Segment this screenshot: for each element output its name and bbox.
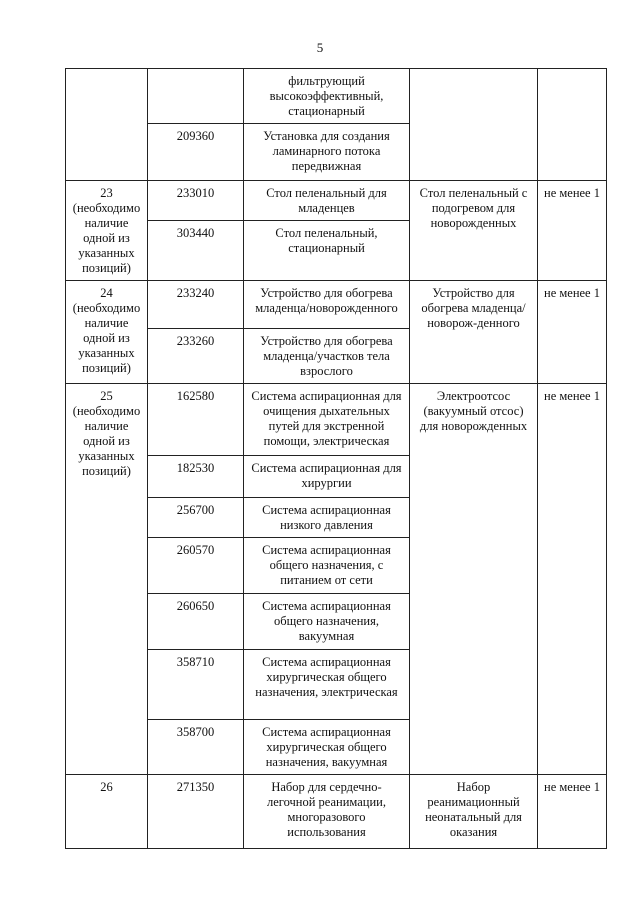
code-cell	[148, 69, 244, 124]
table-row	[66, 775, 607, 849]
code-cell: 233260	[148, 329, 244, 384]
table-row	[66, 181, 607, 221]
code-cell: 271350	[148, 775, 244, 849]
category-cell: Электроотсос (вакуумный отсос) для новорожденных	[410, 384, 538, 775]
quantity-cell: не менее 1	[538, 775, 607, 849]
code-cell: 233240	[148, 281, 244, 329]
item-number-cell: 25 (необходимо наличие одной из указанных позиций)	[66, 384, 148, 775]
code-cell: 182530	[148, 456, 244, 498]
name-cell: Система аспирационная низкого давления	[244, 498, 410, 538]
quantity-cell: не менее 1	[538, 181, 607, 281]
page-number: 5	[316, 40, 324, 55]
item-number-cell: 24 (необходимо наличие одной из указанных позиций)	[66, 281, 148, 384]
code-cell: 358700	[148, 720, 244, 775]
table-row	[66, 281, 607, 329]
name-cell: Система аспирационная общего назначения, вакуумная	[244, 594, 410, 650]
equipment-table	[65, 68, 607, 849]
code-cell: 303440	[148, 221, 244, 281]
name-cell: Система аспирационная для очищения дыхательных путей для экстренной помощи, электрическая	[244, 384, 410, 456]
name-cell: Устройство для обогрева младенца/новорожденного	[244, 281, 410, 329]
code-cell: 209360	[148, 124, 244, 181]
name-cell: Система аспирационная для хирургии	[244, 456, 410, 498]
code-cell: 162580	[148, 384, 244, 456]
quantity-cell	[538, 69, 607, 181]
name-cell: Стол пеленальный, стационарный	[244, 221, 410, 281]
table-row	[66, 384, 607, 456]
category-cell	[410, 69, 538, 181]
quantity-cell: не менее 1	[538, 281, 607, 384]
item-number-cell: 23 (необходимо наличие одной из указанных позиций)	[66, 181, 148, 281]
table-row	[66, 69, 607, 124]
name-cell: Установка для создания ламинарного потока передвижная	[244, 124, 410, 181]
name-cell: Набор для сердечно-легочной реанимации, многоразового использования	[244, 775, 410, 849]
name-cell: Стол пеленальный для младенцев	[244, 181, 410, 221]
code-cell: 233010	[148, 181, 244, 221]
name-cell: Система аспирационная общего назначения, с питанием от сети	[244, 538, 410, 594]
name-cell: Устройство для обогрева младенца/участков тела взрослого	[244, 329, 410, 384]
category-cell: Набор реанимационный неонатальный для оказания	[410, 775, 538, 849]
code-cell: 358710	[148, 650, 244, 720]
category-cell: Стол пеленальный с подогревом для новорожденных	[410, 181, 538, 281]
item-number-cell: 26	[66, 775, 148, 849]
name-cell: Система аспирационная хирургическая общего назначения, электрическая	[244, 650, 410, 720]
quantity-cell: не менее 1	[538, 384, 607, 775]
name-cell: Система аспирационная хирургическая общего назначения, вакуумная	[244, 720, 410, 775]
code-cell: 256700	[148, 498, 244, 538]
code-cell: 260650	[148, 594, 244, 650]
item-number-cell	[66, 69, 148, 181]
code-cell: 260570	[148, 538, 244, 594]
name-cell: фильтрующий высокоэффективный, стационарный	[244, 69, 410, 124]
category-cell: Устройство для обогрева младенца/новорож-денного	[410, 281, 538, 384]
